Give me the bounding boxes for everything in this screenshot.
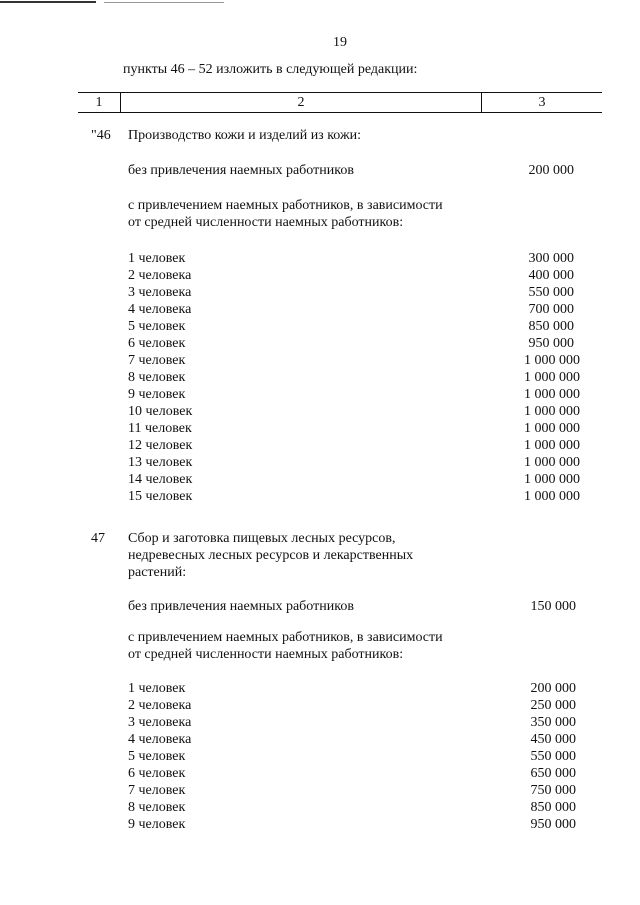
row-label: 7 человек [128, 783, 186, 798]
row-value: 450 000 [530, 732, 576, 747]
table-row [128, 420, 580, 437]
row-value: 1 000 000 [524, 438, 580, 453]
table-row [128, 250, 580, 267]
row-label: 5 человек [128, 319, 186, 334]
table-row [128, 799, 580, 816]
page-number: 19 [333, 35, 347, 50]
table-row [128, 714, 580, 731]
table-row [128, 748, 580, 765]
row-value: 200 000 [530, 681, 576, 696]
table-row [128, 335, 580, 352]
row-value: 300 000 [528, 251, 574, 266]
row-label: 9 человек [128, 387, 186, 402]
row-value: 1 000 000 [524, 472, 580, 487]
row-value: 750 000 [530, 783, 576, 798]
row-label: 1 человек [128, 251, 186, 266]
section-title: Сбор и заготовка пищевых лесных ресурсов, недревесных лесных ресурсов и лекарственных растений: [128, 531, 414, 580]
row-value: 1 000 000 [524, 353, 580, 368]
table-row [128, 765, 580, 782]
row-without-employees [128, 162, 580, 179]
row-value: 1 000 000 [524, 387, 580, 402]
column-header-1: 1 [95, 95, 103, 110]
row-label: 8 человек [128, 370, 186, 385]
row-label: 15 человек [128, 489, 193, 504]
table-row [128, 454, 580, 471]
section-title: Производство кожи и изделий из кожи: [128, 128, 362, 143]
row-value: 950 000 [528, 336, 574, 351]
row-label: без привлечения наемных работников [128, 163, 354, 178]
column-header-2: 2 [297, 95, 305, 110]
row-value: 200 000 [528, 163, 574, 178]
row-value: 950 000 [530, 817, 576, 832]
row-label: 9 человек [128, 817, 186, 832]
table-row [128, 471, 580, 488]
row-value: 550 000 [530, 749, 576, 764]
row-value: 1 000 000 [524, 455, 580, 470]
row-label: 3 человека [128, 715, 192, 730]
row-label: 4 человека [128, 302, 192, 317]
row-label: 2 человека [128, 698, 192, 713]
row-value: 550 000 [528, 285, 574, 300]
row-value: 1 000 000 [524, 421, 580, 436]
table-row [128, 731, 580, 748]
table-row [128, 284, 580, 301]
row-label: 4 человека [128, 732, 192, 747]
row-label: 1 человек [128, 681, 186, 696]
table-row [128, 369, 580, 386]
row-label: без привлечения наемных работников [128, 599, 354, 614]
row-value: 350 000 [530, 715, 576, 730]
table-row [128, 403, 580, 420]
table-row [128, 386, 580, 403]
table-row [128, 352, 580, 369]
row-value: 150 000 [530, 599, 576, 614]
column-header-row [78, 92, 602, 113]
column-header-3: 3 [538, 95, 546, 110]
row-value: 1 000 000 [524, 370, 580, 385]
row-label: 7 человек [128, 353, 186, 368]
row-label: 6 человек [128, 766, 186, 781]
row-label: 2 человека [128, 268, 192, 283]
row-value: 1 000 000 [524, 404, 580, 419]
row-value: 850 000 [530, 800, 576, 815]
row-value: 700 000 [528, 302, 574, 317]
intro-text: пункты 46 – 52 изложить в следующей редакции: [123, 62, 418, 77]
row-label: 8 человек [128, 800, 186, 815]
row-label: 6 человек [128, 336, 186, 351]
row-label: 5 человек [128, 749, 186, 764]
row-label: 3 человека [128, 285, 192, 300]
table-row [128, 267, 580, 284]
section-number: "46 [91, 128, 111, 143]
row-label: 13 человек [128, 455, 193, 470]
section-number: 47 [91, 531, 105, 546]
row-label: 14 человек [128, 472, 193, 487]
with-employees-text: с привлечением наемных работников, в зависимости от средней численности наемных работников: [128, 198, 443, 230]
row-value: 1 000 000 [524, 489, 580, 504]
table-row [128, 680, 580, 697]
table-row [128, 782, 580, 799]
row-value: 650 000 [530, 766, 576, 781]
table-row [128, 697, 580, 714]
table-row [128, 488, 580, 505]
row-label: 10 человек [128, 404, 193, 419]
table-row [128, 437, 580, 454]
with-employees-text: с привлечением наемных работников, в зависимости от средней численности наемных работников: [128, 630, 443, 662]
table-row [128, 318, 580, 335]
table-row [128, 301, 580, 318]
row-label: 12 человек [128, 438, 193, 453]
row-value: 850 000 [528, 319, 574, 334]
row-value: 250 000 [530, 698, 576, 713]
table-row [128, 816, 580, 833]
row-value: 400 000 [528, 268, 574, 283]
row-label: 11 человек [128, 421, 192, 436]
row-without-employees [128, 598, 580, 615]
scan-edge-mark [0, 0, 230, 6]
